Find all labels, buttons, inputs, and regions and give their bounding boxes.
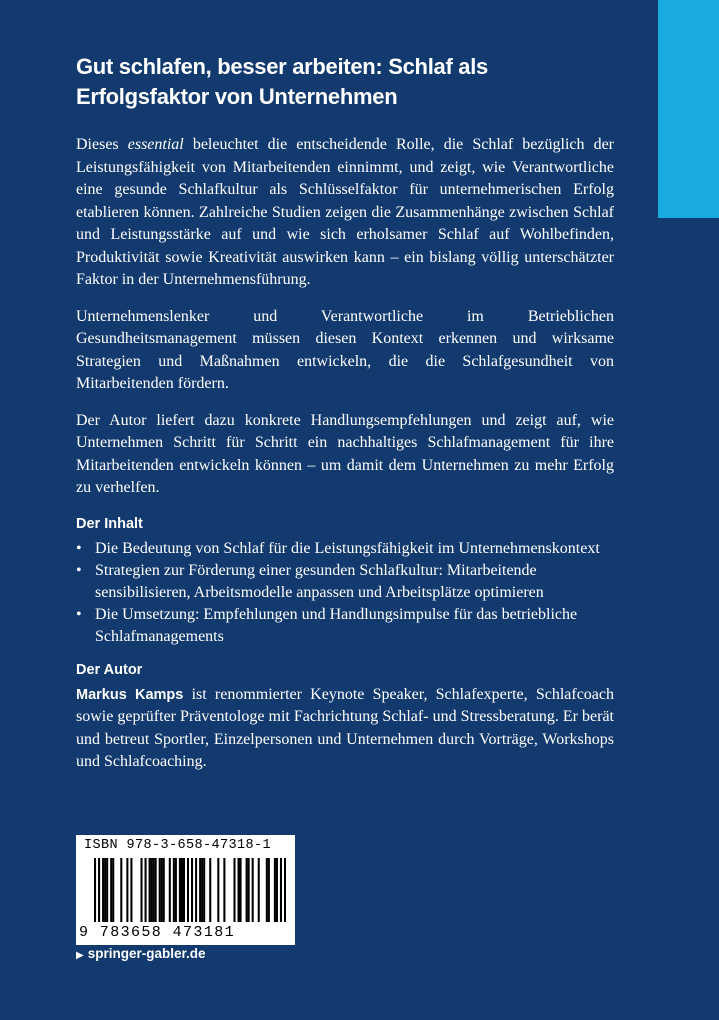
- barcode-bar: [203, 858, 205, 922]
- contents-item: [76, 560, 614, 604]
- barcode-bar: [268, 858, 270, 922]
- publisher-link[interactable]: [76, 946, 206, 961]
- author-name: Markus Kamps: [76, 686, 184, 703]
- contents-item: [76, 604, 614, 648]
- barcode-bar: [163, 858, 165, 922]
- barcode-bar: [199, 858, 201, 922]
- contents-item: [76, 538, 614, 560]
- barcode-bar: [102, 858, 104, 922]
- isbn-number: ISBN 978-3-658-47318-1: [84, 838, 272, 853]
- back-cover-text: [76, 52, 614, 788]
- arrow-right-icon: ▶: [76, 950, 84, 961]
- contents-item-text: Strategien zur Förderung einer gesunden Schlafkultur: Mitarbeitende sensibilisieren, Arbeitsmodelle anpassen und Arbeitsplätze optimieren: [95, 561, 544, 601]
- barcode-bar: [140, 858, 142, 922]
- barcode-bar: [274, 858, 276, 922]
- barcode-bar: [106, 858, 108, 922]
- intro-text-rest: beleuchtet die entscheidende Rolle, die Schlaf bezüglich der Leistungsfähigkeit von Mitarbeitenden einnimmt, und zeigt, wie Verantwortliche eine gesunde Schlafkultur als Schlüsselfaktor für unternehmerischen Erfolg etablieren können. Zahlreiche Studien zeigen die Zusammenhänge zwischen Schlaf und Leistungsstärke auf und wie sich erholsamer Schlaf auf Wohlbefinden, Produktivität sowie Kreativität auswirken kann – ein bislang völlig unterschätzter Faktor in der Unternehmensführung.: [76, 136, 615, 288]
- barcode-bar: [217, 858, 219, 922]
- barcode-bar: [237, 858, 239, 922]
- barcode-bar: [183, 858, 185, 922]
- contents-item-text: Die Umsetzung: Empfehlungen und Handlungsimpulse für das betriebliche Schlafmanagements: [95, 605, 578, 645]
- barcode-bar: [246, 858, 248, 922]
- book-title: Gut schlafen, besser arbeiten: Schlaf als Erfolgsfaktor von Unternehmen: [76, 54, 488, 109]
- barcode-bar: [276, 858, 278, 922]
- barcode-bar: [258, 858, 260, 922]
- intro-text-start: Dieses: [76, 136, 128, 153]
- barcode-bar: [280, 858, 282, 922]
- barcode-bar: [179, 858, 181, 922]
- barcode-bar: [223, 858, 225, 922]
- barcode-bar: [173, 858, 175, 922]
- bullet-icon: •: [76, 561, 82, 579]
- barcode-bar: [240, 858, 242, 922]
- barcode-bar: [94, 858, 96, 922]
- barcode-label: [76, 835, 295, 945]
- contents-heading: Der Inhalt: [76, 515, 143, 532]
- barcode-bar: [153, 858, 155, 922]
- intro-paragraph: [76, 134, 614, 292]
- barcode-bar: [248, 858, 250, 922]
- barcode-bar: [187, 858, 189, 922]
- barcode-bar: [110, 858, 112, 922]
- barcode-bar: [145, 858, 147, 922]
- accent-bar: [658, 0, 719, 218]
- barcode-bar: [112, 858, 114, 922]
- barcode-image: [94, 858, 286, 922]
- author-bio-text: ist renommierter Keynote Speaker, Schlafexperte, Schlafcoach sowie geprüfter Präventologe mit Fachrichtung Schlaf- und Stressberatung. Er berät und betreut Sportler, Einzelpersonen und Unternehmen durch Vorträge, Workshops und Schlafcoaching.: [76, 685, 614, 770]
- barcode-bar: [130, 858, 132, 922]
- barcode-digits: 9 783658 473181: [79, 924, 236, 941]
- barcode-bar: [252, 858, 254, 922]
- barcode-bar: [191, 858, 193, 922]
- author-bio: [76, 684, 614, 774]
- barcode-bar: [233, 858, 235, 922]
- barcode-bar: [195, 858, 197, 922]
- barcode-bar: [169, 858, 171, 922]
- paragraph-author-offer: Der Autor liefert dazu konkrete Handlungsempfehlungen und zeigt auf, wie Unternehmen Schritt für Schritt ein nachhaltiges Schlafmanagement für ihre Mitarbeitenden entwickeln können – um damit dem Unternehmen zu mehr Erfolg zu verhelfen.: [76, 411, 614, 496]
- barcode-bar: [155, 858, 157, 922]
- barcode-bar: [201, 858, 203, 922]
- author-heading: Der Autor: [76, 661, 143, 678]
- barcode-bar: [266, 858, 268, 922]
- intro-italic-word: essential: [127, 136, 184, 153]
- paragraph-target-audience: Unternehmenslenker und Verantwortliche im Betrieblichen Gesundheitsmanagement müssen diesen Kontext erkennen und wirksame Strategien und Maßnahmen entwickeln, die die Schlafgesundheit von Mitarbeitenden fördern.: [76, 307, 614, 392]
- barcode-bar: [151, 858, 153, 922]
- barcode-bar: [161, 858, 163, 922]
- barcode-bar: [209, 858, 211, 922]
- barcode-bar: [149, 858, 151, 922]
- barcode-bar: [181, 858, 183, 922]
- barcode-bar: [126, 858, 128, 922]
- bullet-icon: •: [76, 539, 82, 557]
- bullet-icon: •: [76, 605, 82, 623]
- barcode-bar: [175, 858, 177, 922]
- barcode-bar: [159, 858, 161, 922]
- barcode-bar: [120, 858, 122, 922]
- barcode-bar: [104, 858, 106, 922]
- contents-list: [76, 538, 614, 648]
- barcode-bar: [98, 858, 100, 922]
- publisher-url: springer-gabler.de: [87, 946, 206, 961]
- barcode-bar: [284, 858, 286, 922]
- contents-item-text: Die Bedeutung von Schlaf für die Leistungsfähigkeit im Unternehmenskontext: [95, 539, 600, 557]
